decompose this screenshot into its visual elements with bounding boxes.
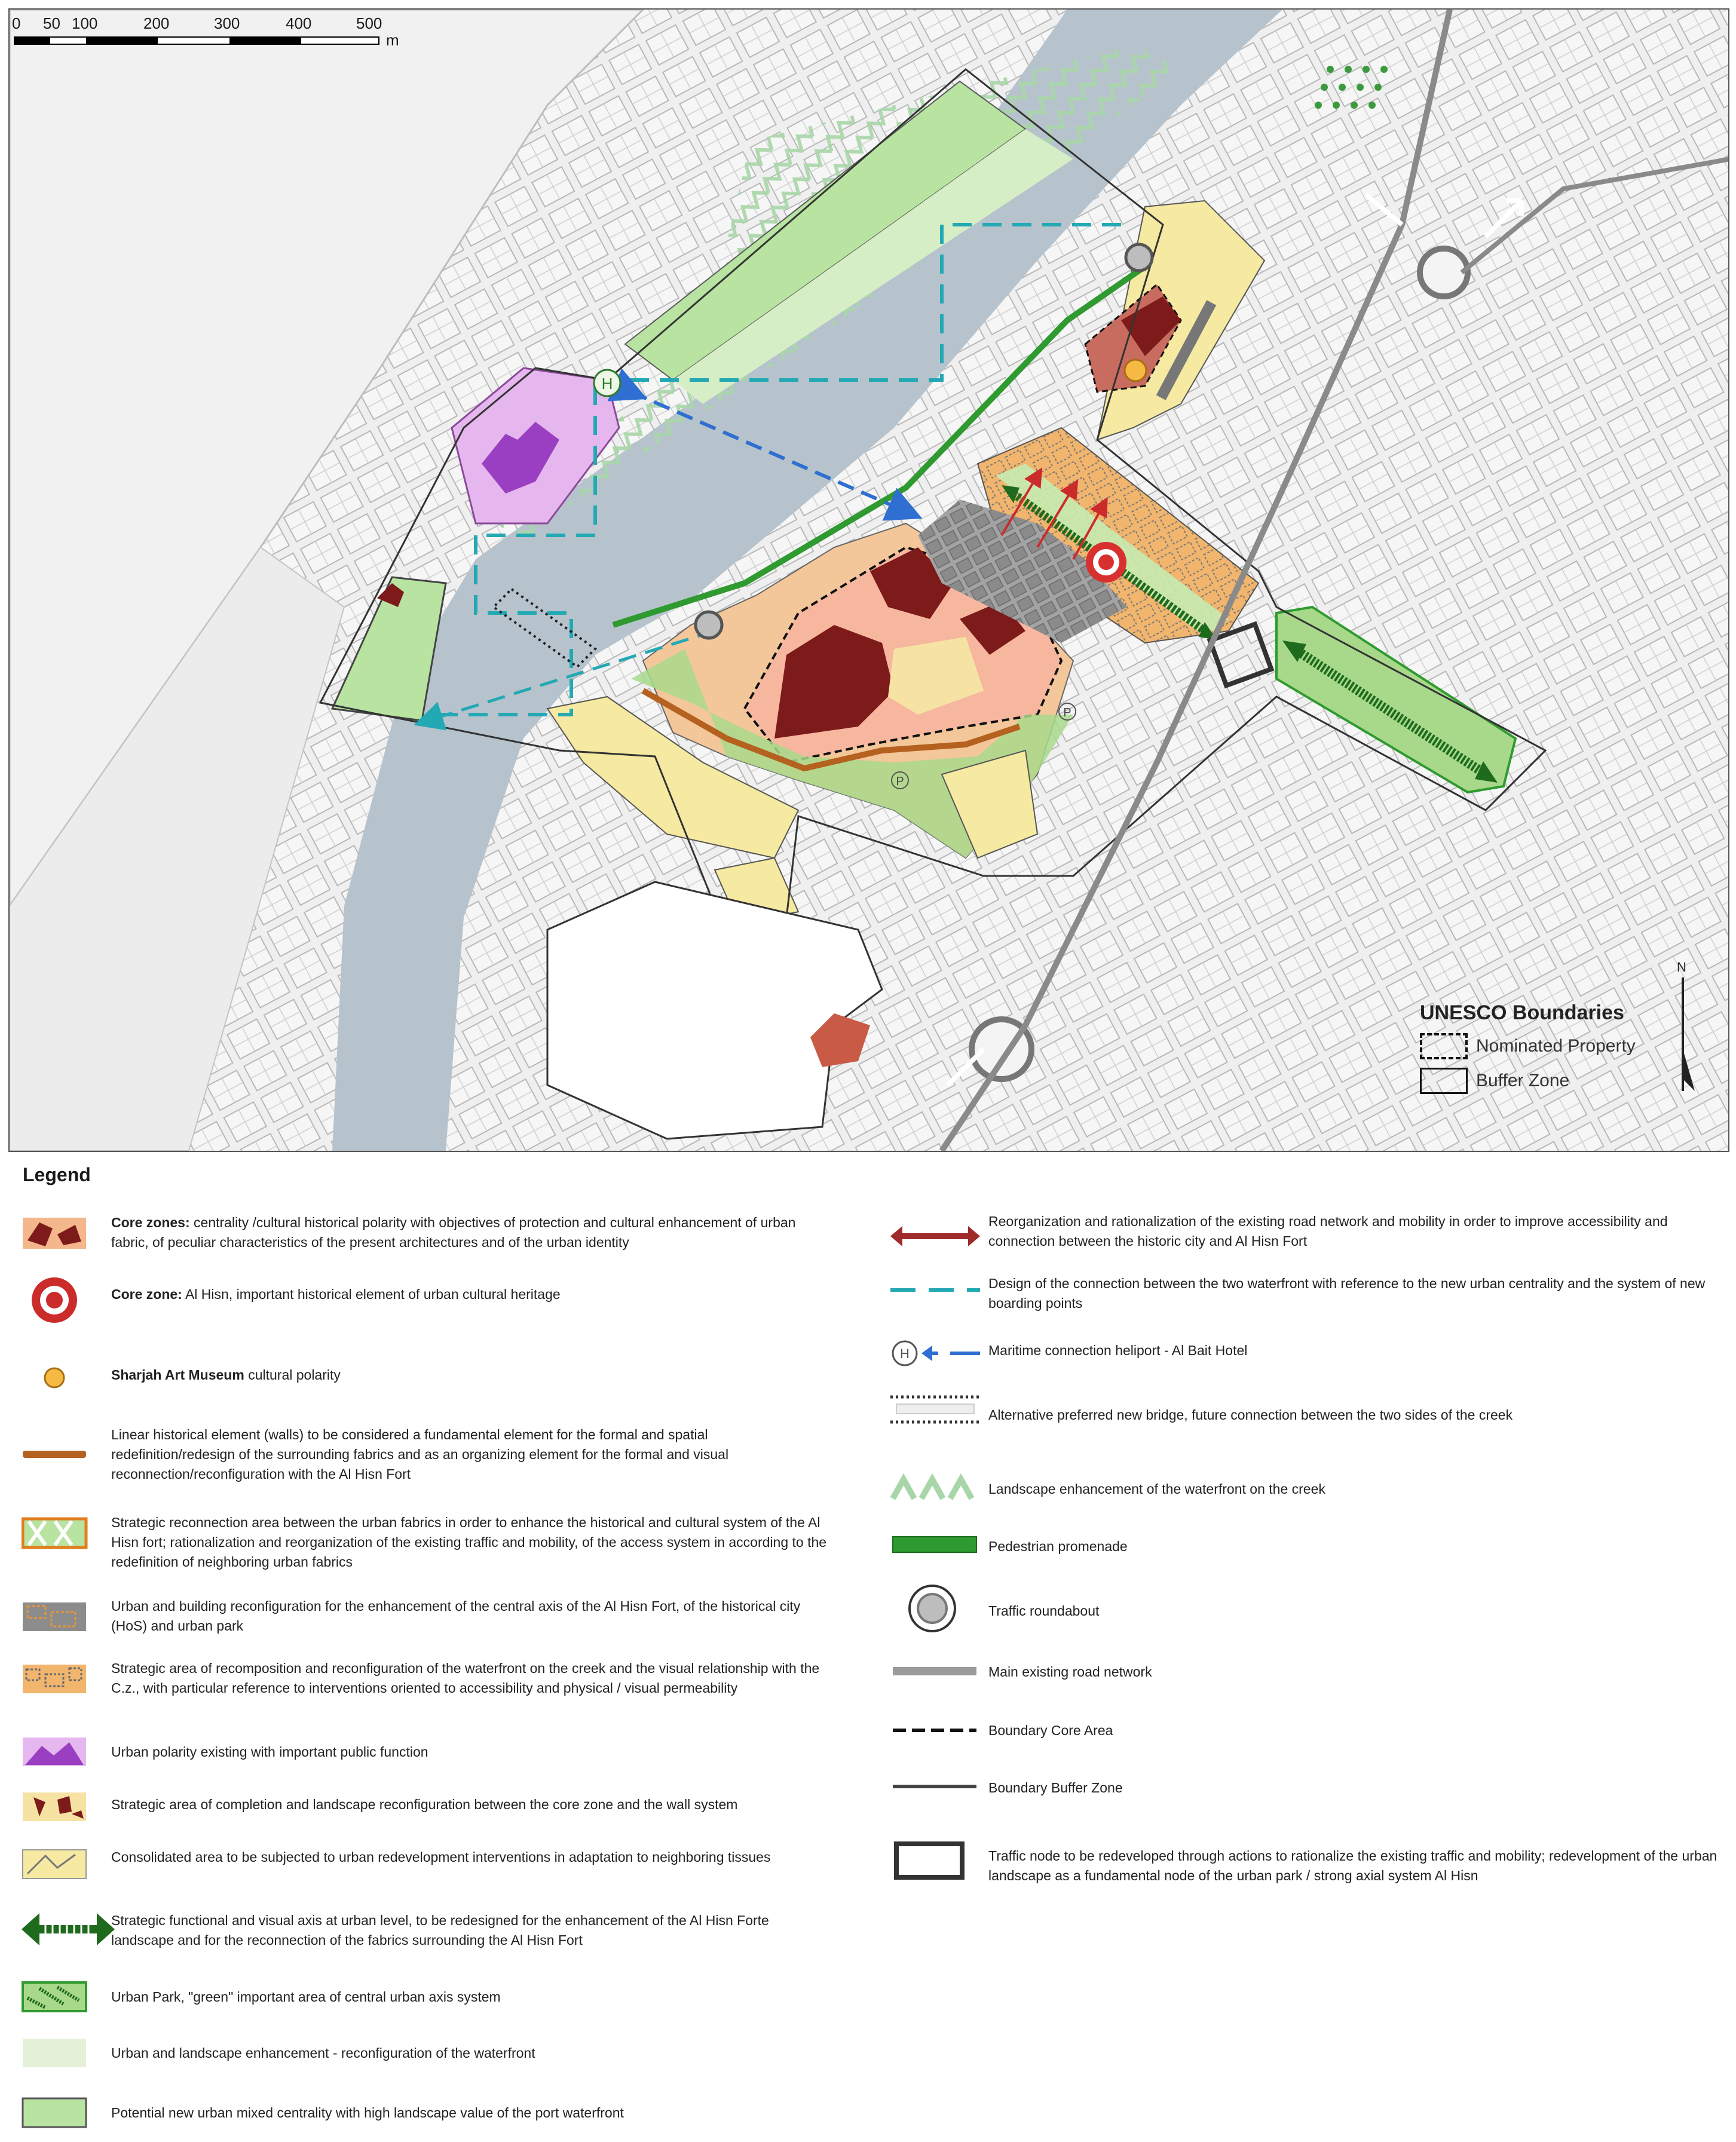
legend-left-label-4 [111, 1513, 828, 1572]
legend-left-label-7 [111, 1742, 828, 1762]
heliport-label: H [601, 375, 613, 393]
legend-left-label-0 [111, 1213, 828, 1252]
legend-right-label-text-5: Pedestrian promenade [988, 1539, 1128, 1554]
legend-left-label-text-11: Urban Park, "green" important area of central urban axis system [111, 1989, 501, 2005]
scale-bar [14, 37, 379, 44]
legend-left-label-5 [111, 1596, 828, 1636]
legend-right-label-text-6: Traffic roundabout [988, 1603, 1100, 1619]
legend-left-label-6 [111, 1659, 828, 1698]
legend-left-label-text-6: Strategic area of recomposition and reconfiguration of the waterfront on the creek and the visual relationship with the C.z., with particular reference to interventions oriented to accessibility and physical / visual permeability [111, 1660, 820, 1696]
legend-right-label-text-0: Reorganization and rationalization of the existing road network and mobility in order to improve accessibility and connection between the historic city and Al Hisn Fort [988, 1214, 1668, 1249]
legend-left-label-text-10: Strategic functional and visual axis at urban level, to be redesigned for the enhancement of the Al Hisn Forte landscape and for the reconnection of the fabrics surrounding the Al Hisn Fort [111, 1913, 769, 1948]
buffer-zone-swatch [1420, 1068, 1468, 1094]
legend-left-label-12 [111, 2043, 828, 2063]
legend-right-label-5 [988, 1537, 1723, 1556]
legend-right-symbol-waterfront-connection-dash [890, 1273, 981, 1310]
legend-left-label-1 [111, 1285, 828, 1304]
legend-left-label-text-0: centrality /cultural historical polarity with objectives of protection and cultural enhancement of urban fabric, of peculiar characteristics of the present architectures and of the urban identity [111, 1215, 796, 1250]
scale-tick-200: 200 [143, 14, 170, 32]
legend-left-label-bold-1: Core zone: [111, 1286, 182, 1302]
legend-right-symbol-bridge-dotted [890, 1392, 981, 1430]
legend-right-symbol-buffer-boundary-line [890, 1770, 981, 1807]
legend-left-symbol-axis-arrow [22, 1912, 117, 1950]
legend-left-label-bold-0: Core zones: [111, 1215, 190, 1230]
legend-left-label-text-8: Strategic area of completion and landscape reconfiguration between the core zone and the wall system [111, 1797, 738, 1812]
legend-left-label-text-5: Urban and building reconfiguration for the enhancement of the central axis of the Al Hisn Fort, of the historical city (HoS) and urban park [111, 1598, 801, 1634]
legend-left-symbol-core-zone-swatch [22, 1216, 88, 1254]
legend-left-symbol-public-polarity-swatch [22, 1735, 88, 1773]
scale-tick-300: 300 [214, 14, 240, 32]
legend-left-symbol-reconnection-swatch [22, 1516, 88, 1554]
legend-left-symbol-reconfiguration-swatch [22, 1600, 88, 1638]
legend-left-label-10 [111, 1911, 828, 1950]
legend-right-label-4 [988, 1479, 1723, 1499]
legend-right-label-0 [988, 1212, 1723, 1251]
legend-right-label-9 [988, 1778, 1723, 1798]
legend-left-symbol-consolidated-swatch [22, 1847, 88, 1885]
roundabout-south [696, 612, 722, 638]
legend-left-symbol-urban-park-swatch [22, 1980, 88, 2018]
sharjah-art-museum-dot [1125, 360, 1146, 381]
legend-left-label-text-13: Potential new urban mixed centrality with high landscape value of the port waterfront [111, 2105, 624, 2120]
legend-right-symbol-landscape-chevrons [890, 1471, 981, 1509]
legend-left-symbol-museum-dot-icon [22, 1365, 88, 1394]
legend-left-label-11 [111, 1987, 828, 2007]
unesco-title: UNESCO Boundaries [1420, 1001, 1624, 1024]
legend-left-label-text-1: Al Hisn, important historical element of urban cultural heritage [182, 1286, 561, 1302]
legend-left-label-9 [111, 1847, 828, 1867]
legend-left-symbol-landscape-swatch [22, 2036, 88, 2074]
legend-right-label-1 [988, 1274, 1723, 1313]
nominated-property-swatch [1420, 1033, 1468, 1059]
legend-right-symbol-core-boundary-dash [890, 1714, 981, 1751]
legend-right-symbol-road-reorg-arrow [890, 1219, 981, 1257]
legend-left-label-bold-2: Sharjah Art Museum [111, 1367, 244, 1383]
legend-left-symbol-completion-swatch [22, 1790, 88, 1828]
legend-left-symbol-port-centrality-swatch [22, 2096, 88, 2134]
legend-right-symbol-heliport-arrow [890, 1336, 981, 1374]
nominated-property-label: Nominated Property [1476, 1036, 1636, 1056]
legend-left-symbol-wall-line [22, 1439, 88, 1473]
scale-tick-0: 0 [12, 14, 21, 32]
legend-left-symbol-al-hisn-target-icon [22, 1276, 88, 1328]
scale-unit: m [386, 31, 399, 49]
unesco-row-nominated [1420, 1033, 1671, 1059]
legend-left-label-text-12: Urban and landscape enhancement - reconfiguration of the waterfront [111, 2045, 535, 2061]
legend-right-label-text-9: Boundary Buffer Zone [988, 1780, 1123, 1795]
legend-right-label-10 [988, 1846, 1723, 1886]
legend-right-label-8 [988, 1721, 1723, 1740]
legend-left-label-8 [111, 1795, 828, 1815]
roundabout-east [1420, 249, 1468, 296]
legend-left-symbol-waterfront-recomposition-swatch [22, 1662, 88, 1700]
legend-right-label-text-8: Boundary Core Area [988, 1723, 1113, 1738]
roundabout-north [1126, 244, 1152, 271]
unesco-row-buffer [1420, 1068, 1671, 1094]
legend-right-label-text-1: Design of the connection between the two waterfront with reference to the new urban centrality and the system of new boarding points [988, 1276, 1706, 1311]
al-hisn-target-center [1098, 554, 1114, 570]
legend-right-symbol-road-line [890, 1655, 981, 1693]
legend-right-symbol-roundabout-icon [890, 1585, 981, 1638]
legend-left-label-text-2: cultural polarity [244, 1367, 341, 1383]
legend-right-label-text-2: Maritime connection heliport - Al Bait Hotel [988, 1343, 1248, 1358]
legend-left-label-13 [111, 2103, 828, 2123]
legend-right-label-text-4: Landscape enhancement of the waterfront on the creek [988, 1481, 1325, 1497]
legend-right-symbol-traffic-node-box [890, 1841, 981, 1884]
scale-tick-100: 100 [72, 14, 98, 32]
legend-right-label-6 [988, 1601, 1723, 1621]
legend-right-label-text-3: Alternative preferred new bridge, future connection between the two sides of the creek [988, 1407, 1513, 1423]
legend-left-label-text-4: Strategic reconnection area between the urban fabrics in order to enhance the historical and cultural system of the Al Hisn fort; rationalization and reorganization of the existing traffic and mobility, of the access system in according to the redefinition of neighboring urban fabrics [111, 1515, 827, 1570]
parking-label-1: P [1063, 706, 1071, 719]
scale-tick-500: 500 [356, 14, 382, 32]
site-map [8, 8, 1729, 1152]
legend-right-label-3 [988, 1405, 1723, 1425]
legend-left-label-3 [111, 1425, 828, 1484]
unesco-boundaries-box [1420, 1001, 1671, 1115]
scale-tick-50: 50 [43, 14, 60, 32]
scale-tick-400: 400 [286, 14, 312, 32]
legend-right-symbol-promenade-bar [890, 1528, 981, 1566]
legend-left-label-text-7: Urban polarity existing with important public function [111, 1744, 428, 1760]
legend-left-label-2 [111, 1365, 828, 1385]
legend-title: Legend [23, 1164, 91, 1185]
svg-text:H: H [900, 1346, 910, 1361]
north-label: N [1677, 960, 1686, 975]
legend-left-label-text-3: Linear historical element (walls) to be considered a fundamental element for the formal and spatial redefinition/redesign of the surrounding fabrics and as an organizing element for the formal and visual reconnection/reconfiguration with the Al Hisn Fort [111, 1427, 729, 1482]
legend-right-label-7 [988, 1662, 1723, 1682]
legend-right-label-text-7: Main existing road network [988, 1664, 1152, 1680]
map-canvas [10, 10, 1728, 1151]
legend-right-label-2 [988, 1341, 1723, 1360]
parking-label-2: P [896, 775, 904, 788]
legend-left-label-text-9: Consolidated area to be subjected to urban redevelopment interventions in adaptation to neighboring tissues [111, 1849, 771, 1865]
buffer-zone-label: Buffer Zone [1476, 1071, 1570, 1090]
legend-right-label-text-10: Traffic node to be redeveloped through actions to rationalize the existing traffic and mobility; redevelopment of the urban landscape as a fundamental node of the urban park / strong axial system Al Hisn [988, 1848, 1717, 1883]
